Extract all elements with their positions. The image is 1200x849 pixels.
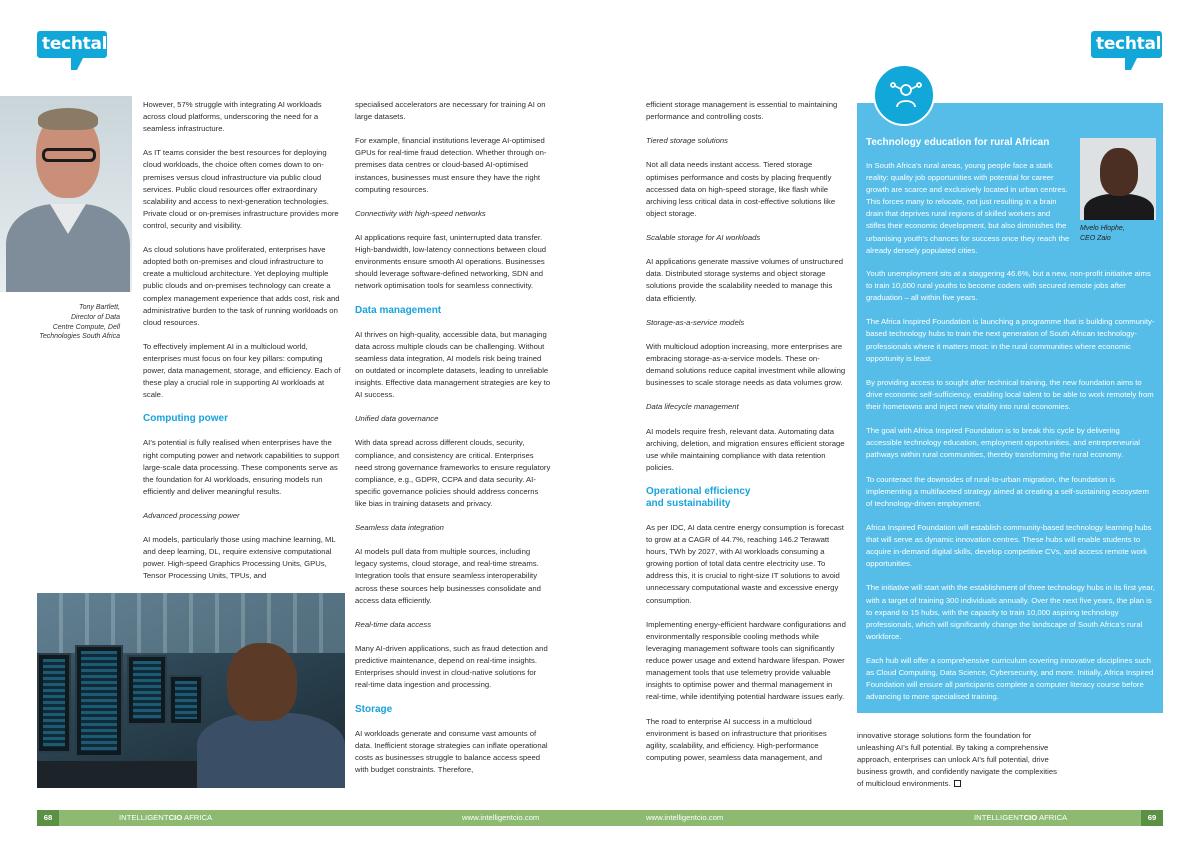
brand-part: AFRICA: [182, 813, 213, 822]
paragraph: efficient storage management is essential to maintaining performance and controlling costs.: [646, 100, 838, 122]
article-column-3: [646, 99, 846, 776]
paragraph: To effectively implement AI in a multicloud world, enterprises must focus on four key pillars: computing power, data management, storage, and efficiency. Each of these play a crucial role in supporting AI workloads at scale.: [143, 341, 341, 400]
techtalk-logo-left: techtalk: [37, 31, 107, 58]
footer-right: [600, 810, 1163, 826]
paragraph: AI thrives on high-quality, accessible data, but managing data across multiple clouds can be challenging. Without seamless data integration, AI models risk being trained on outdated or incomplete datasets, leading to unreliable insights. Effective data management strategies are key to AI success.: [355, 329, 551, 400]
paragraph: However, 57% struggle with integrating AI workloads across cloud platforms, underscoring the need for a seamless infrastructure.: [143, 100, 322, 134]
person-network-icon: [873, 64, 935, 126]
paragraph: AI workloads generate and consume vast amounts of data. Inefficient storage strategies can inflate operational costs as businesses struggle to balance access speed with budget constraints. Therefore,: [355, 728, 548, 774]
paragraph: [857, 730, 1057, 790]
paragraph: As cloud solutions have proliferated, enterprises have adopted both on-premises and cloud infrastructure to create a multicloud architecture. Yet deploying multiple public clouds and on-premises technology can create a complex management experience that adds cost, risk and administrative burden to the task of running workloads on cloud resources.: [143, 245, 340, 327]
paragraph: The road to enterprise AI success in a multicloud environment is based on infrastructure that prioritises agility, scalability, and efficiency. High-performance computing power, seamless data management, and: [646, 716, 827, 762]
paragraph: Not all data needs instant access. Tiered storage optimises performance and costs by placing frequently accessed data on high-speed storage, like flash while archiving less critical data in cost-effective solutions like object storage.: [646, 160, 836, 218]
paragraph: AI’s potential is fully realised when enterprises have the right computing power and network capabilities to support large-scale data processing. These components serve as the foundation for AI workloads, ensuring models run efficiently and deliver meaningful results.: [143, 438, 340, 496]
subheading: Tiered storage solutions: [646, 136, 728, 146]
brand-part: INTELLIGENT: [119, 813, 169, 822]
article-column-4-end: [857, 730, 1057, 803]
footer-left: [37, 810, 600, 826]
portrait-caption: [30, 303, 120, 342]
paragraph: As IT teams consider the best resources for deploying cloud workloads, the choice often comes down to on-premises versus cloud infrastructure via public cloud services. Public cloud resources offer extraordinary scalability and access to next-generation technologies. Private cloud or on-premises infrastructure provides more control, security and visibility.: [143, 148, 339, 230]
heading-line: and sustainability: [646, 498, 731, 509]
datacentre-photo: [37, 593, 345, 788]
subheading: Scalable storage for AI workloads: [646, 233, 761, 243]
page-number: 69: [1141, 810, 1163, 826]
paragraph: Each hub will offer a comprehensive curriculum covering innovative disciplines such as Cloud Computing, Data Science, Cybersecurity, and more. Initially, Africa Inspired Foundation will ensure all participants complete a computer literacy course before advancing to more specialised training.: [866, 656, 1154, 702]
paragraph: With multicloud adoption increasing, more enterprises are embracing storage-as-a-service models. These on-demand solutions reduce capital investment while allowing businesses to scale storage needs as data volumes grow.: [646, 341, 846, 388]
subheading: Storage-as-a-service models: [646, 317, 745, 327]
subheading: Data lifecycle management: [646, 402, 739, 412]
paragraph: As per IDC, AI data centre energy consumption is forecast to grow at a CAGR of 44.7%, reaching 146.2 Terawatt hours, TWh by 2027, with AI workloads consuming a growing portion of total data centre electricity use. To address this, it is crucial to right-size IT solutions to avoid unnecessary computational waste and excessive energy consumption.: [646, 523, 844, 605]
section-heading: Data management: [355, 304, 442, 316]
paragraph: The Africa Inspired Foundation is launching a programme that is building community-based technology hubs to train the next generation of South African technology-professionals where it matters most: in the rural communities where economic opportunity is least.: [866, 317, 1155, 363]
brand-part: CIO: [168, 813, 183, 822]
paragraph: AI models require fresh, relevant data. Automating data archiving, deletion, and migration ensures efficient storage use while maintaining compliance with data retention policies.: [646, 426, 845, 472]
article-column-2: [355, 99, 551, 788]
footer-url[interactable]: www.intelligentcio.com: [462, 813, 540, 822]
section-heading: Storage: [355, 703, 393, 715]
page-number: 68: [37, 810, 59, 826]
subheading: Real-time data access: [355, 619, 432, 629]
portrait-tony-bartlett: [0, 96, 132, 292]
paragraph: specialised accelerators are necessary for training AI on large datasets.: [355, 100, 546, 122]
paragraph: AI models pull data from multiple sources, including legacy systems, cloud storage, and real-time streams. Integration tools that ensure seamless interoperability across these sources help businesses consolidate and access data efficiently.: [355, 547, 541, 605]
paragraph: In South Africa’s rural areas, young people face a stark reality: quality job opportunities with potential for career growth are scarce and exclusively located in urban centres. This forces many to relocate, not just resulting in a brain drain that deprives rural regions of skilled workers and stifles their economic development, but also diminishes the urbanising youth’s chances for success once they reach the already densely populated cities.: [866, 161, 1070, 255]
subheading: Advanced processing power: [143, 511, 240, 520]
heading-line: Operational efficiency: [646, 486, 751, 497]
sidebar-body: [866, 268, 1156, 715]
paragraph: By providing access to sought after technical training, the new foundation aims to drive economic self-sufficiency, enabling local talent to be able to work remotely from their hometowns and inject new vitality into rural economies.: [866, 377, 1154, 412]
paragraph: Youth unemployment sits at a staggering 46.6%, but a new, non-profit initiative aims to train 10,000 rural youths to become coders with secured remote jobs after graduation – all within five years.: [866, 269, 1151, 303]
paragraph: With data spread across different clouds, security, compliance, and consistency are critical. Enterprises need strong governance frameworks to ensure regulatory compliance, e.g., GDPR, CCPA and data security. AI-specific governance policies should address concerns like bias in training datasets and privacy.: [355, 438, 551, 508]
caption-line: Tony Bartlett,: [79, 304, 120, 311]
brand-part: INTELLIGENT: [974, 813, 1024, 822]
caption-line: Mvelo Hlophe,: [1080, 225, 1125, 232]
paragraph: AI applications generate massive volumes of unstructured data. Distributed storage systems and object storage solutions provide the scalability needed to manage this data efficiently.: [646, 257, 843, 303]
caption-line: CEO Zaio: [1080, 234, 1111, 242]
section-heading: Computing power: [143, 413, 228, 425]
portrait-mvelo-hlophe: [1080, 138, 1156, 220]
caption-line: Centre Compute, Dell: [52, 323, 120, 331]
paragraph: AI models, particularly those using machine learning, ML and deep learning, DL, require extensive computational power. High-speed Graphics Processing Units, GPUs, Tensor Processing Units, TPUs, and: [143, 535, 336, 581]
section-heading: [646, 486, 846, 510]
caption-line: Technologies South Africa: [39, 333, 120, 341]
paragraph: AI applications require fast, uninterrupted data transfer. High-bandwidth, low-latency connections between cloud environments ensure smooth AI operations. Businesses should leverage software-defined networking, SDN and network optimisation tools for seamless connectivity.: [355, 233, 547, 291]
paragraph: For example, financial institutions leverage AI-optimised GPUs for real-time fraud detection. Whether through on-premises data centres or cloud-based AI-optimised instances, businesses must ensure they have the right computing resources.: [355, 136, 547, 194]
paragraph: The goal with Africa Inspired Foundation is to break this cycle by delivering accessible technology education, employment opportunities, and entrepreneurial pathways within rural communities, thereby transforming the rural economy.: [866, 426, 1140, 460]
techtalk-logo-right: techtalk: [1091, 31, 1162, 58]
brand-part: AFRICA: [1037, 813, 1068, 822]
footer-brand: [119, 810, 212, 826]
portrait-caption: [1080, 224, 1125, 244]
sidebar-title: Technology education for rural African: [866, 137, 1050, 148]
paragraph: To counteract the downsides of rural-to-urban migration, the foundation is implementing a multifaceted strategy aimed at creating a self-sustaining ecosystem of technology-driven employment.: [866, 474, 1149, 508]
footer-brand: [974, 810, 1067, 826]
closing-text: innovative storage solutions form the foundation for unleashing AI’s full potential. By taking a comprehensive approach, enterprises can unlock AI’s full potential, drive business growth, and confidently navigate the complexities of multicloud environments.: [857, 731, 1057, 789]
paragraph: Many AI-driven applications, such as fraud detection and predictive maintenance, depend on real-time insights. Enterprises should invest in cloud-native solutions for real-time data ingestion and processing.: [355, 644, 548, 690]
end-mark-icon: [954, 780, 961, 787]
article-column-1: [143, 99, 344, 595]
paragraph: Africa Inspired Foundation will establish community-based technology learning hubs that will serve as dynamic innovation centres. These hubs will enable students to acquire in-demand digital skills, develop competitive CVs, and access remote work opportunities.: [866, 522, 1152, 569]
sidebar-intro: [866, 160, 1071, 269]
subheading: Unified data governance: [355, 414, 439, 424]
brand-part: CIO: [1023, 813, 1038, 822]
subheading: Seamless data integration: [355, 523, 444, 533]
paragraph: Implementing energy-efficient hardware configurations and environmentally responsible cooling methods while leveraging management software tools can significantly reduce power usage and extend hardware lifespan. Power management tools that use telemetry provide valuable insights to optimise power and thermal management in real-time, while identifying potential hardware issues early.: [646, 619, 846, 702]
subheading: Connectivity with high-speed networks: [355, 208, 486, 218]
paragraph: The initiative will start with the establishment of three technology hubs in its first year, with a target of training 300 individuals annually. Over the next five years, the plan is to expand to 15 hubs, with the capacity to train 10,000 aspiring technology professionals, which will significantly change the landscape of South Africa’s rural workforce.: [866, 583, 1155, 641]
caption-line: Director of Data: [70, 313, 120, 321]
footer-url[interactable]: www.intelligentcio.com: [646, 813, 724, 822]
